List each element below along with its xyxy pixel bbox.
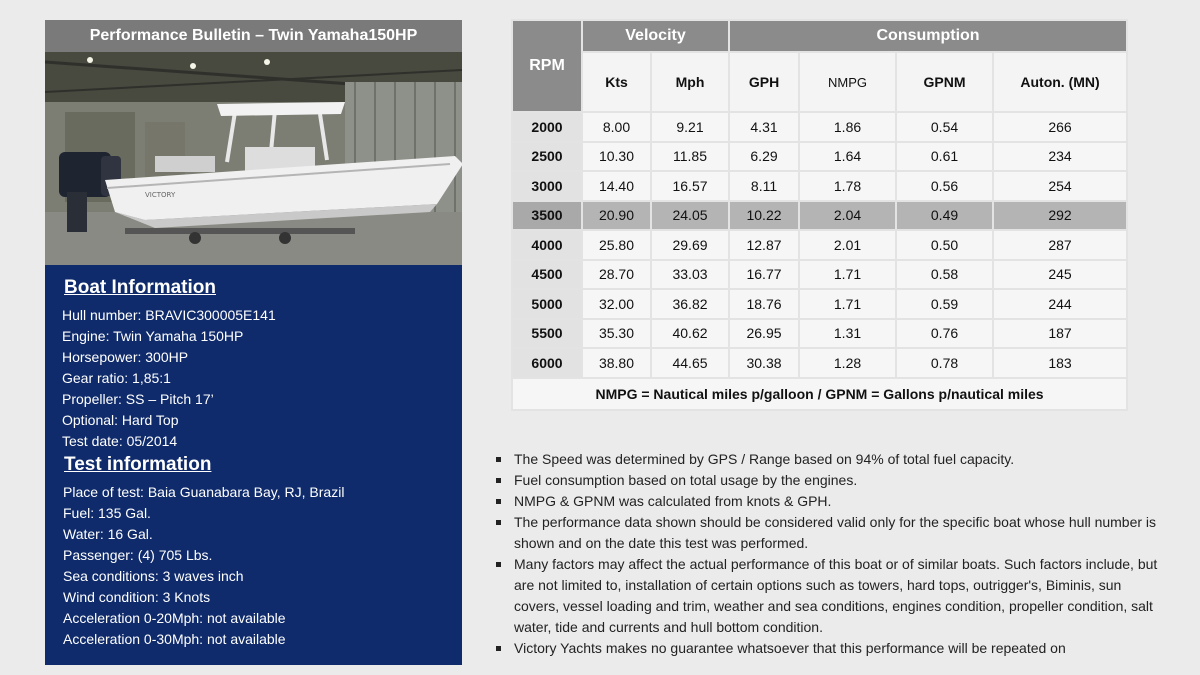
boat-info-row: Engine: Twin Yamaha 150HP [62,328,244,344]
table-cell: 4.31 [729,112,799,142]
note-item: Many factors may affect the actual performance of this boat or of similar boats. Such factors include, but are not limited to, installation of certain options such as towers, hard tops, outrigger's, Biminis, sun covers, vessel loading and trim, weather and sea conditions, engines condition, propeller condition, salt water, tide and currents and hull bottom condition. [495,554,1160,638]
test-info-row: Sea conditions: 3 waves inch [63,568,244,584]
column-header-mph: Mph [651,52,729,112]
table-cell: 0.78 [896,348,993,378]
test-info-row: Water: 16 Gal. [63,526,153,542]
table-cell: 9.21 [651,112,729,142]
table-cell: 8.11 [729,171,799,201]
table-row [512,348,1127,378]
table-cell: 245 [993,260,1127,290]
table-cell: 0.76 [896,319,993,349]
rpm-cell: 6000 [512,348,582,378]
rpm-cell: 4500 [512,260,582,290]
table-cell: 30.38 [729,348,799,378]
table-cell: 25.80 [582,230,651,260]
note-item: The Speed was determined by GPS / Range based on 94% of total fuel capacity. [495,449,1160,470]
table-cell: 6.29 [729,142,799,172]
consumption-header: Consumption [729,20,1127,52]
table-cell: 16.57 [651,171,729,201]
rpm-cell: 3000 [512,171,582,201]
rpm-cell: 4000 [512,230,582,260]
table-cell: 0.58 [896,260,993,290]
table-row [512,260,1127,290]
rpm-header: RPM [512,20,582,112]
table-cell: 1.86 [799,112,896,142]
rpm-cell: 5500 [512,319,582,349]
table-row [512,112,1127,142]
velocity-header: Velocity [582,20,729,52]
test-info-row: Passenger: (4) 705 Lbs. [63,547,213,563]
table-cell: 254 [993,171,1127,201]
boat-info-row: Horsepower: 300HP [62,349,189,365]
table-cell: 35.30 [582,319,651,349]
table-cell: 0.56 [896,171,993,201]
column-header-gpnm: GPNM [896,52,993,112]
table-cell: 28.70 [582,260,651,290]
table-cell: 26.95 [729,319,799,349]
table-cell: 40.62 [651,319,729,349]
rpm-cell: 3500 [512,201,582,231]
table-cell: 29.69 [651,230,729,260]
column-header-gph: GPH [729,52,799,112]
boat-info-row: Test date: 05/2014 [62,433,178,449]
column-header-nmpg: NMPG [799,52,896,112]
note-item: The performance data shown should be considered valid only for the specific boat whose hull number is shown and on the date this test was performed. [495,512,1160,554]
test-info-section [62,452,462,650]
table-cell: 1.71 [799,289,896,319]
test-info-row: Place of test: Baia Guanabara Bay, RJ, Brazil [63,484,345,500]
boat-info-row: Propeller: SS – Pitch 17’ [62,391,214,407]
performance-table-body [512,112,1127,378]
note-item: Victory Yachts makes no guarantee whatsoever that this performance will be repeated on [495,638,1160,659]
table-cell: 183 [993,348,1127,378]
column-header-autonomy: Auton. (MN) [993,52,1127,112]
boat-info-row: Gear ratio: 1,85:1 [62,370,171,386]
table-cell: 0.54 [896,112,993,142]
table-cell: 10.30 [582,142,651,172]
table-row [512,319,1127,349]
table-cell: 234 [993,142,1127,172]
svg-text:VICTORY: VICTORY [145,191,176,199]
table-cell: 1.78 [799,171,896,201]
boat-info-list [62,305,462,452]
notes-list [495,449,1160,659]
table-cell: 0.61 [896,142,993,172]
performance-table [511,19,1128,411]
test-info-row: Wind condition: 3 Knots [63,589,211,605]
table-cell: 8.00 [582,112,651,142]
boat-info-row: Optional: Hard Top [62,412,179,428]
note-item: NMPG & GPNM was calculated from knots & GPH. [495,491,1160,512]
table-row [512,230,1127,260]
table-cell: 0.59 [896,289,993,319]
table-row [512,142,1127,172]
table-cell: 0.49 [896,201,993,231]
table-cell: 187 [993,319,1127,349]
rpm-cell: 2000 [512,112,582,142]
table-cell: 11.85 [651,142,729,172]
table-row [512,201,1127,231]
rpm-cell: 2500 [512,142,582,172]
rpm-cell: 5000 [512,289,582,319]
table-cell: 266 [993,112,1127,142]
table-cell: 1.64 [799,142,896,172]
note-item: Fuel consumption based on total usage by the engines. [495,470,1160,491]
test-info-row: Fuel: 135 Gal. [63,505,151,521]
table-row [512,171,1127,201]
boat-info-panel [45,265,462,665]
table-cell: 44.65 [651,348,729,378]
table-cell: 38.80 [582,348,651,378]
table-cell: 36.82 [651,289,729,319]
table-cell: 33.03 [651,260,729,290]
table-cell: 20.90 [582,201,651,231]
table-cell: 0.50 [896,230,993,260]
boat-photo [45,52,462,265]
table-cell: 16.77 [729,260,799,290]
table-cell: 292 [993,201,1127,231]
table-cell: 2.04 [799,201,896,231]
table-cell: 244 [993,289,1127,319]
table-cell: 24.05 [651,201,729,231]
table-footnote: NMPG = Nautical miles p/galloon / GPNM = Gallons p/nautical miles [512,378,1127,410]
test-info-row: Acceleration 0-20Mph: not available [63,610,286,626]
table-cell: 287 [993,230,1127,260]
table-cell: 1.31 [799,319,896,349]
table-cell: 14.40 [582,171,651,201]
test-info-row: Acceleration 0-30Mph: not available [63,631,286,647]
bulletin-title: Performance Bulletin – Twin Yamaha150HP [45,20,462,52]
table-cell: 12.87 [729,230,799,260]
table-cell: 2.01 [799,230,896,260]
column-header-kts: Kts [582,52,651,112]
test-info-heading: Test information [64,454,212,475]
table-cell: 18.76 [729,289,799,319]
table-cell: 32.00 [582,289,651,319]
boat-info-heading: Boat Information [64,277,216,298]
table-row [512,289,1127,319]
boat-info-row: Hull number: BRAVIC300005E141 [62,307,276,323]
table-cell: 10.22 [729,201,799,231]
table-cell: 1.71 [799,260,896,290]
table-cell: 1.28 [799,348,896,378]
